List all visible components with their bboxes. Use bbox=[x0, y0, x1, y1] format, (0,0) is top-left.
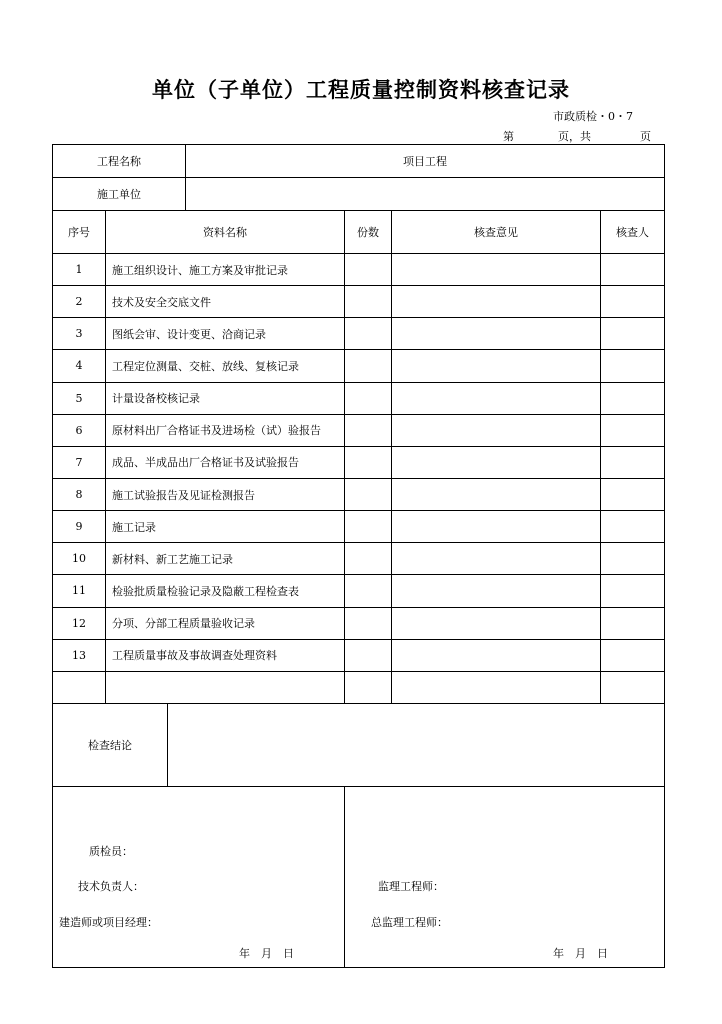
row-item-name bbox=[106, 672, 344, 703]
row-opinion[interactable] bbox=[392, 543, 600, 574]
row-number: 6 bbox=[75, 423, 83, 437]
row-checker[interactable] bbox=[601, 318, 664, 349]
row-checker[interactable] bbox=[601, 479, 664, 510]
row-copies[interactable] bbox=[345, 318, 391, 349]
row-checker[interactable] bbox=[601, 543, 664, 574]
row-copies[interactable] bbox=[345, 286, 391, 317]
conclusion-label: 检查结论 bbox=[88, 739, 132, 752]
row-item-name: 技术及安全交底文件 bbox=[112, 295, 211, 309]
row-opinion[interactable] bbox=[392, 672, 600, 703]
row-opinion[interactable] bbox=[392, 608, 600, 639]
row-number: 12 bbox=[72, 616, 86, 630]
row-opinion[interactable] bbox=[392, 286, 600, 317]
row-number: 3 bbox=[75, 327, 83, 341]
row-checker[interactable] bbox=[601, 254, 664, 285]
row-number: 10 bbox=[72, 552, 86, 566]
row-copies[interactable] bbox=[345, 575, 391, 606]
row-number: 1 bbox=[75, 263, 83, 277]
row-opinion[interactable] bbox=[392, 318, 600, 349]
row-opinion[interactable] bbox=[392, 640, 600, 671]
row-number bbox=[53, 672, 105, 703]
page-title: 单位（子单位）工程质量控制资料核查记录 bbox=[152, 78, 570, 102]
row-copies[interactable] bbox=[345, 415, 391, 446]
row-item-name: 工程定位测量、交桩、放线、复核记录 bbox=[112, 359, 299, 373]
row-item-name: 施工试验报告及见证检测报告 bbox=[112, 488, 255, 502]
form-code: 市政质检・0・7 bbox=[553, 110, 633, 123]
row-number: 2 bbox=[75, 295, 83, 309]
row-item-name: 计量设备校核记录 bbox=[112, 392, 200, 406]
row-opinion[interactable] bbox=[392, 511, 600, 542]
column-header-item: 资料名称 bbox=[203, 226, 247, 239]
page-number-prefix: 第 bbox=[503, 130, 514, 143]
left-date: 年 月 日 bbox=[239, 947, 294, 960]
row-opinion[interactable] bbox=[392, 254, 600, 285]
row-copies[interactable] bbox=[345, 383, 391, 414]
construction-unit-value[interactable] bbox=[186, 178, 664, 210]
project-name-value[interactable]: 项目工程 bbox=[403, 155, 447, 168]
row-item-name: 新材料、新工艺施工记录 bbox=[112, 552, 233, 566]
chief-supervisor-label: 总监理工程师： bbox=[371, 916, 448, 929]
row-checker[interactable] bbox=[601, 511, 664, 542]
page-number-suffix: 页 bbox=[640, 130, 651, 143]
record-table bbox=[52, 144, 665, 968]
row-checker[interactable] bbox=[601, 415, 664, 446]
row-copies[interactable] bbox=[345, 254, 391, 285]
row-item-name: 工程质量事故及事故调查处理资料 bbox=[112, 649, 277, 663]
row-opinion[interactable] bbox=[392, 479, 600, 510]
row-copies[interactable] bbox=[345, 350, 391, 381]
row-number: 4 bbox=[75, 359, 83, 373]
project-name-label: 工程名称 bbox=[97, 155, 141, 168]
supervisor-label: 监理工程师： bbox=[378, 880, 444, 893]
row-number: 11 bbox=[72, 584, 86, 598]
row-item-name: 施工组织设计、施工方案及审批记录 bbox=[112, 263, 288, 277]
row-copies[interactable] bbox=[345, 511, 391, 542]
row-checker[interactable] bbox=[601, 286, 664, 317]
row-item-name: 检验批质量检验记录及隐蔽工程检查表 bbox=[112, 584, 299, 598]
row-checker[interactable] bbox=[601, 383, 664, 414]
column-header-opinion: 核查意见 bbox=[474, 226, 518, 239]
row-opinion[interactable] bbox=[392, 383, 600, 414]
row-number: 8 bbox=[75, 488, 83, 502]
row-opinion[interactable] bbox=[392, 350, 600, 381]
row-opinion[interactable] bbox=[392, 447, 600, 478]
row-copies[interactable] bbox=[345, 640, 391, 671]
right-date: 年 月 日 bbox=[553, 947, 608, 960]
column-header-copies: 份数 bbox=[357, 226, 379, 239]
row-number: 5 bbox=[75, 391, 83, 405]
row-checker[interactable] bbox=[601, 447, 664, 478]
technical-lead-label: 技术负责人： bbox=[78, 880, 144, 893]
column-header-no: 序号 bbox=[68, 226, 90, 239]
row-copies[interactable] bbox=[345, 447, 391, 478]
row-number: 7 bbox=[75, 455, 83, 469]
row-checker[interactable] bbox=[601, 640, 664, 671]
row-number: 13 bbox=[72, 648, 86, 662]
project-manager-label: 建造师或项目经理： bbox=[59, 916, 158, 929]
qc-inspector-label: 质检员： bbox=[89, 845, 133, 858]
row-copies[interactable] bbox=[345, 672, 391, 703]
row-item-name: 原材料出厂合格证书及进场检（试）验报告 bbox=[112, 424, 321, 438]
row-opinion[interactable] bbox=[392, 575, 600, 606]
row-item-name: 成品、半成品出厂合格证书及试验报告 bbox=[112, 456, 299, 470]
column-header-checker: 核查人 bbox=[616, 226, 649, 239]
row-number: 9 bbox=[75, 520, 83, 534]
row-checker[interactable] bbox=[601, 672, 664, 703]
row-checker[interactable] bbox=[601, 575, 664, 606]
row-item-name: 分项、分部工程质量验收记录 bbox=[112, 617, 255, 631]
row-copies[interactable] bbox=[345, 608, 391, 639]
row-item-name: 施工记录 bbox=[112, 520, 156, 534]
row-copies[interactable] bbox=[345, 543, 391, 574]
row-checker[interactable] bbox=[601, 608, 664, 639]
row-opinion[interactable] bbox=[392, 415, 600, 446]
row-checker[interactable] bbox=[601, 350, 664, 381]
row-item-name: 图纸会审、设计变更、洽商记录 bbox=[112, 327, 266, 341]
row-copies[interactable] bbox=[345, 479, 391, 510]
page-number-middle: 页，共 bbox=[558, 130, 591, 143]
construction-unit-label: 施工单位 bbox=[97, 188, 141, 201]
conclusion-field[interactable] bbox=[168, 704, 664, 786]
